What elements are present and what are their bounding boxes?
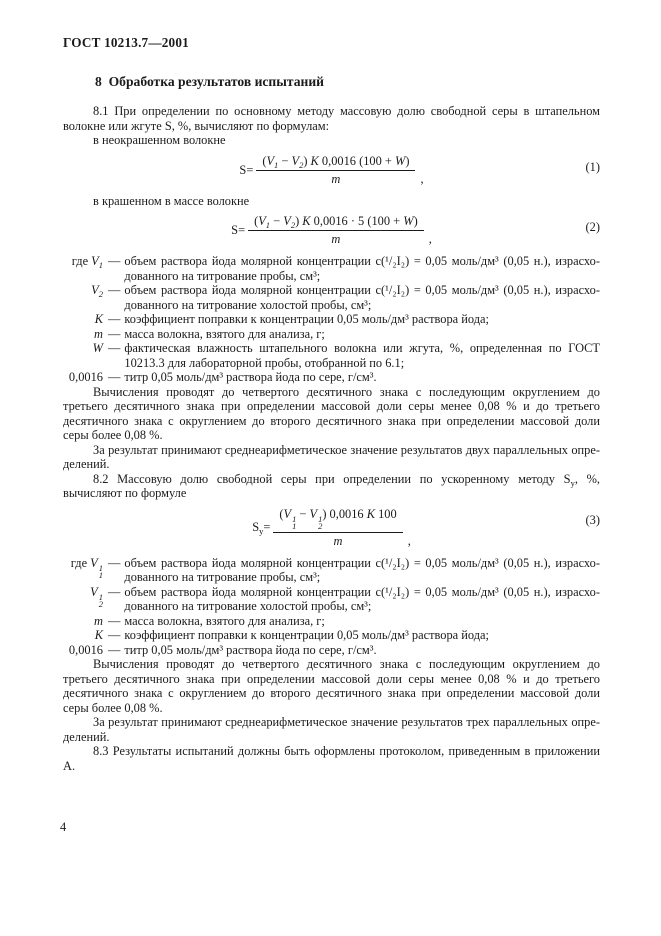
definition-item <box>63 312 600 327</box>
sup-sub-stack: 1 1 <box>292 513 297 531</box>
math-token: K <box>310 153 319 168</box>
definition-term <box>63 585 103 614</box>
definition-dash: — <box>108 628 121 642</box>
math-token: K <box>94 312 103 326</box>
definition-dash: — <box>108 312 121 326</box>
fraction <box>256 154 415 187</box>
fraction-denominator <box>256 171 415 187</box>
definition-description: коэффициент поправки к концентрации 0,05 моль/дм³ раствора йода; <box>124 628 489 642</box>
formula-1 <box>63 154 600 187</box>
definition-dash: — <box>108 642 121 657</box>
definition-dash: — <box>108 613 121 628</box>
math-token: $V_2$ <box>91 283 103 299</box>
formula-3-number: (3) <box>585 512 600 527</box>
definition-description: объем раствора йода молярной концентрации c(¹/₂I₂) = 0,05 моль/дм³ (0,05 н.), израсходованного на титрование холостой пробы, см³; <box>124 584 600 613</box>
definition-description: коэффициент поправки к концентрации 0,05 моль/дм³ раствора йода; <box>124 312 489 326</box>
math-token: W <box>394 153 406 168</box>
paragraph-8-2-text-end: , %, вычисляют по формуле <box>63 471 600 500</box>
section-heading: 8 Обработка результатов испытаний <box>95 73 325 89</box>
math-token: W <box>92 341 103 355</box>
definition-dash: — <box>108 326 121 341</box>
fraction-denominator <box>273 533 402 549</box>
math-token: $V_1$ <box>266 153 279 170</box>
formula-3-expression: $S_у$ = (V 1 1 − V 1 2 ) 0,0016 K 100 m , <box>252 506 411 548</box>
math-token: $V_2$ <box>291 153 304 170</box>
paragraph-result-two: За результат принимают среднеарифметическое значение результатов двух параллельных определений. <box>63 442 600 471</box>
math-token: ) 0,0016 <box>322 506 367 521</box>
definition-item <box>63 283 600 312</box>
definition-term: где $V_1$ <box>71 254 103 270</box>
definition-dash: — <box>108 584 121 599</box>
sup-sub-stack: 1 2 <box>98 591 103 609</box>
definition-term <box>63 312 103 327</box>
math-token: − <box>296 506 310 521</box>
definition-item <box>63 254 600 283</box>
math-token: 100 <box>375 506 397 521</box>
definition-dash: — <box>108 555 121 570</box>
formula-2-expression: S = $\frac{(V_1 - V_2) K 0,0016 \cdot 5 (100 + W)}{m}$ , <box>231 214 432 246</box>
definition-description: титр 0,05 моль/дм³ раствора йода по сере, г/см³. <box>124 642 377 657</box>
formula-3 <box>63 507 600 549</box>
definition-item <box>63 341 600 370</box>
math-token: ( <box>262 153 267 168</box>
definition-item <box>63 370 600 385</box>
definition-term <box>63 643 103 658</box>
math-token: m <box>333 533 343 548</box>
definition-term <box>63 628 103 643</box>
definition-item <box>63 585 600 614</box>
definition-item <box>63 614 600 629</box>
definition-description: объем раствора йода молярной концентрации c(¹/₂I₂) = 0,05 моль/дм³ (0,05 н.), израсходованного на титрование пробы, см³; <box>124 254 600 283</box>
page-content <box>63 36 600 773</box>
definition-term <box>63 370 103 385</box>
formula-2-number: (2) <box>585 220 600 234</box>
paragraph-8-3: 8.3 Результаты испытаний должны быть оформлены протоколом, приведенным в приложении А. <box>63 744 600 773</box>
definition-dash: — <box>108 283 121 297</box>
math-token: 0,0016 <box>68 370 103 384</box>
math-token: − <box>270 214 284 228</box>
definition-description: масса волокна, взятого для анализа, г; <box>124 613 325 628</box>
paragraph-colored-fiber: в крашенном в массе волокне <box>93 193 250 208</box>
definition-description: объем раствора йода молярной концентрации c(¹/₂I₂) = 0,05 моль/дм³ (0,05 н.), израсходованного на титрование холостой пробы, см³; <box>124 283 600 312</box>
math-token: $V_1$ <box>258 214 271 230</box>
definition-item <box>63 327 600 342</box>
paragraph-8-2-subscript: у <box>570 477 575 488</box>
definition-description: титр 0,05 моль/дм³ раствора йода по сере, г/см³. <box>124 370 377 384</box>
formula-suffix: , <box>407 533 411 548</box>
math-token: S <box>231 223 239 237</box>
math-token: m <box>94 326 103 341</box>
paragraph-calc-rules-2: Вычисления проводят до четвертого десятичного знака с последующим округлением до третьего десятичного знака при определении массовой доли серы менее 0,08 % и до третьего десятичного знака с округлением до второго десятичного знака при определении массовой доли серы более 0,08 %. <box>63 657 600 715</box>
fraction-denominator <box>248 231 424 247</box>
math-token: ( <box>279 506 284 521</box>
page-number: 4 <box>60 820 67 834</box>
formula-2 <box>63 214 600 247</box>
paragraph-uncolored-fiber: в неокрашенном волокне <box>93 133 226 147</box>
definition-dash: — <box>108 341 121 355</box>
math-token: V 1 2 <box>90 584 103 609</box>
definition-term <box>63 327 103 342</box>
formula-suffix: , <box>428 232 432 246</box>
definition-description: масса волокна, взятого для анализа, г; <box>124 326 325 341</box>
definition-description: фактическая влажность штапельного волокна или жгута, %, определенная по ГОСТ 10213.3 для лабораторной пробы, отобранной по 6.1; <box>124 341 600 370</box>
paragraph-result-three: За результат принимают среднеарифметическое значение результатов трех параллельных определений. <box>63 715 600 744</box>
math-token: V 1 2 <box>309 506 323 531</box>
math-token: $S_у$ <box>252 520 264 536</box>
fraction-numerator <box>248 214 424 231</box>
math-token: ) <box>295 214 303 228</box>
definition-item <box>63 556 600 585</box>
math-token: m <box>331 171 341 186</box>
paragraph-8-2-text-start: 8.2 Массовую долю свободной серы при определении по ускоренному методу S <box>93 471 571 486</box>
math-token: W <box>403 214 414 228</box>
definition-term: где V 1 1 <box>70 555 103 580</box>
definitions-list-2 <box>63 556 600 658</box>
math-token: $V_1$ <box>91 254 103 270</box>
definition-dash: — <box>108 370 121 384</box>
sup-sub-stack: 1 2 <box>318 513 323 531</box>
math-token: K <box>366 506 375 521</box>
math-token: $V_2$ <box>283 214 296 230</box>
math-token: ) <box>405 153 410 168</box>
math-token: ) <box>303 153 311 168</box>
definition-term <box>63 341 103 370</box>
formula-suffix: , <box>420 171 424 186</box>
fraction <box>273 507 402 549</box>
math-token: m <box>331 232 341 246</box>
fraction-numerator <box>256 154 415 171</box>
math-token: S <box>239 162 247 177</box>
definitions-list-1 <box>63 254 600 385</box>
definition-dash: — <box>108 254 121 268</box>
math-token: m <box>94 613 103 628</box>
math-token: 0,0016 (100 + <box>318 153 395 168</box>
math-token: − <box>278 153 292 168</box>
math-token: V 1 1 <box>90 555 103 580</box>
fraction-numerator <box>273 507 402 533</box>
math-token: ) <box>413 214 418 228</box>
doc-number: ГОСТ 10213.7—2001 <box>63 35 189 50</box>
definition-description: объем раствора йода молярной концентрации c(¹/₂I₂) = 0,05 моль/дм³ (0,05 н.), израсходованного на титрование пробы, см³; <box>124 555 600 584</box>
definition-item <box>63 628 600 643</box>
formula-1-expression: S = $\frac{(V_1 - V_2) K 0,0016 (100 + W)}{m}$ , <box>239 153 424 186</box>
math-token: ( <box>254 214 259 228</box>
fraction <box>248 214 424 247</box>
sup-sub-stack: 1 1 <box>98 562 103 580</box>
math-token: V 1 1 <box>283 506 297 531</box>
math-token: 0,0016 · 5 (100 + <box>310 214 404 228</box>
paragraph-8-1: 8.1 При определении по основному методу массовую долю свободной серы в штапельном волокне или жгуте S, %, вычисляют по формулам: <box>63 104 600 133</box>
paragraph-8-2 <box>63 472 600 501</box>
definition-item <box>63 643 600 658</box>
math-token: K <box>94 628 103 642</box>
definition-term <box>63 283 103 312</box>
definition-term <box>63 614 103 629</box>
formula-1-number: (1) <box>585 159 600 174</box>
paragraph-calc-rules-1: Вычисления проводят до четвертого десятичного знака с последующим округлением до третьего десятичного знака при определении массовой доли серы менее 0,08 % и до третьего десятичного знака с округлением до второго десятичного знака при определении массовой доли серы более 0,08 %. <box>63 384 600 442</box>
math-token: 0,0016 <box>68 642 103 657</box>
math-token: K <box>302 214 311 228</box>
